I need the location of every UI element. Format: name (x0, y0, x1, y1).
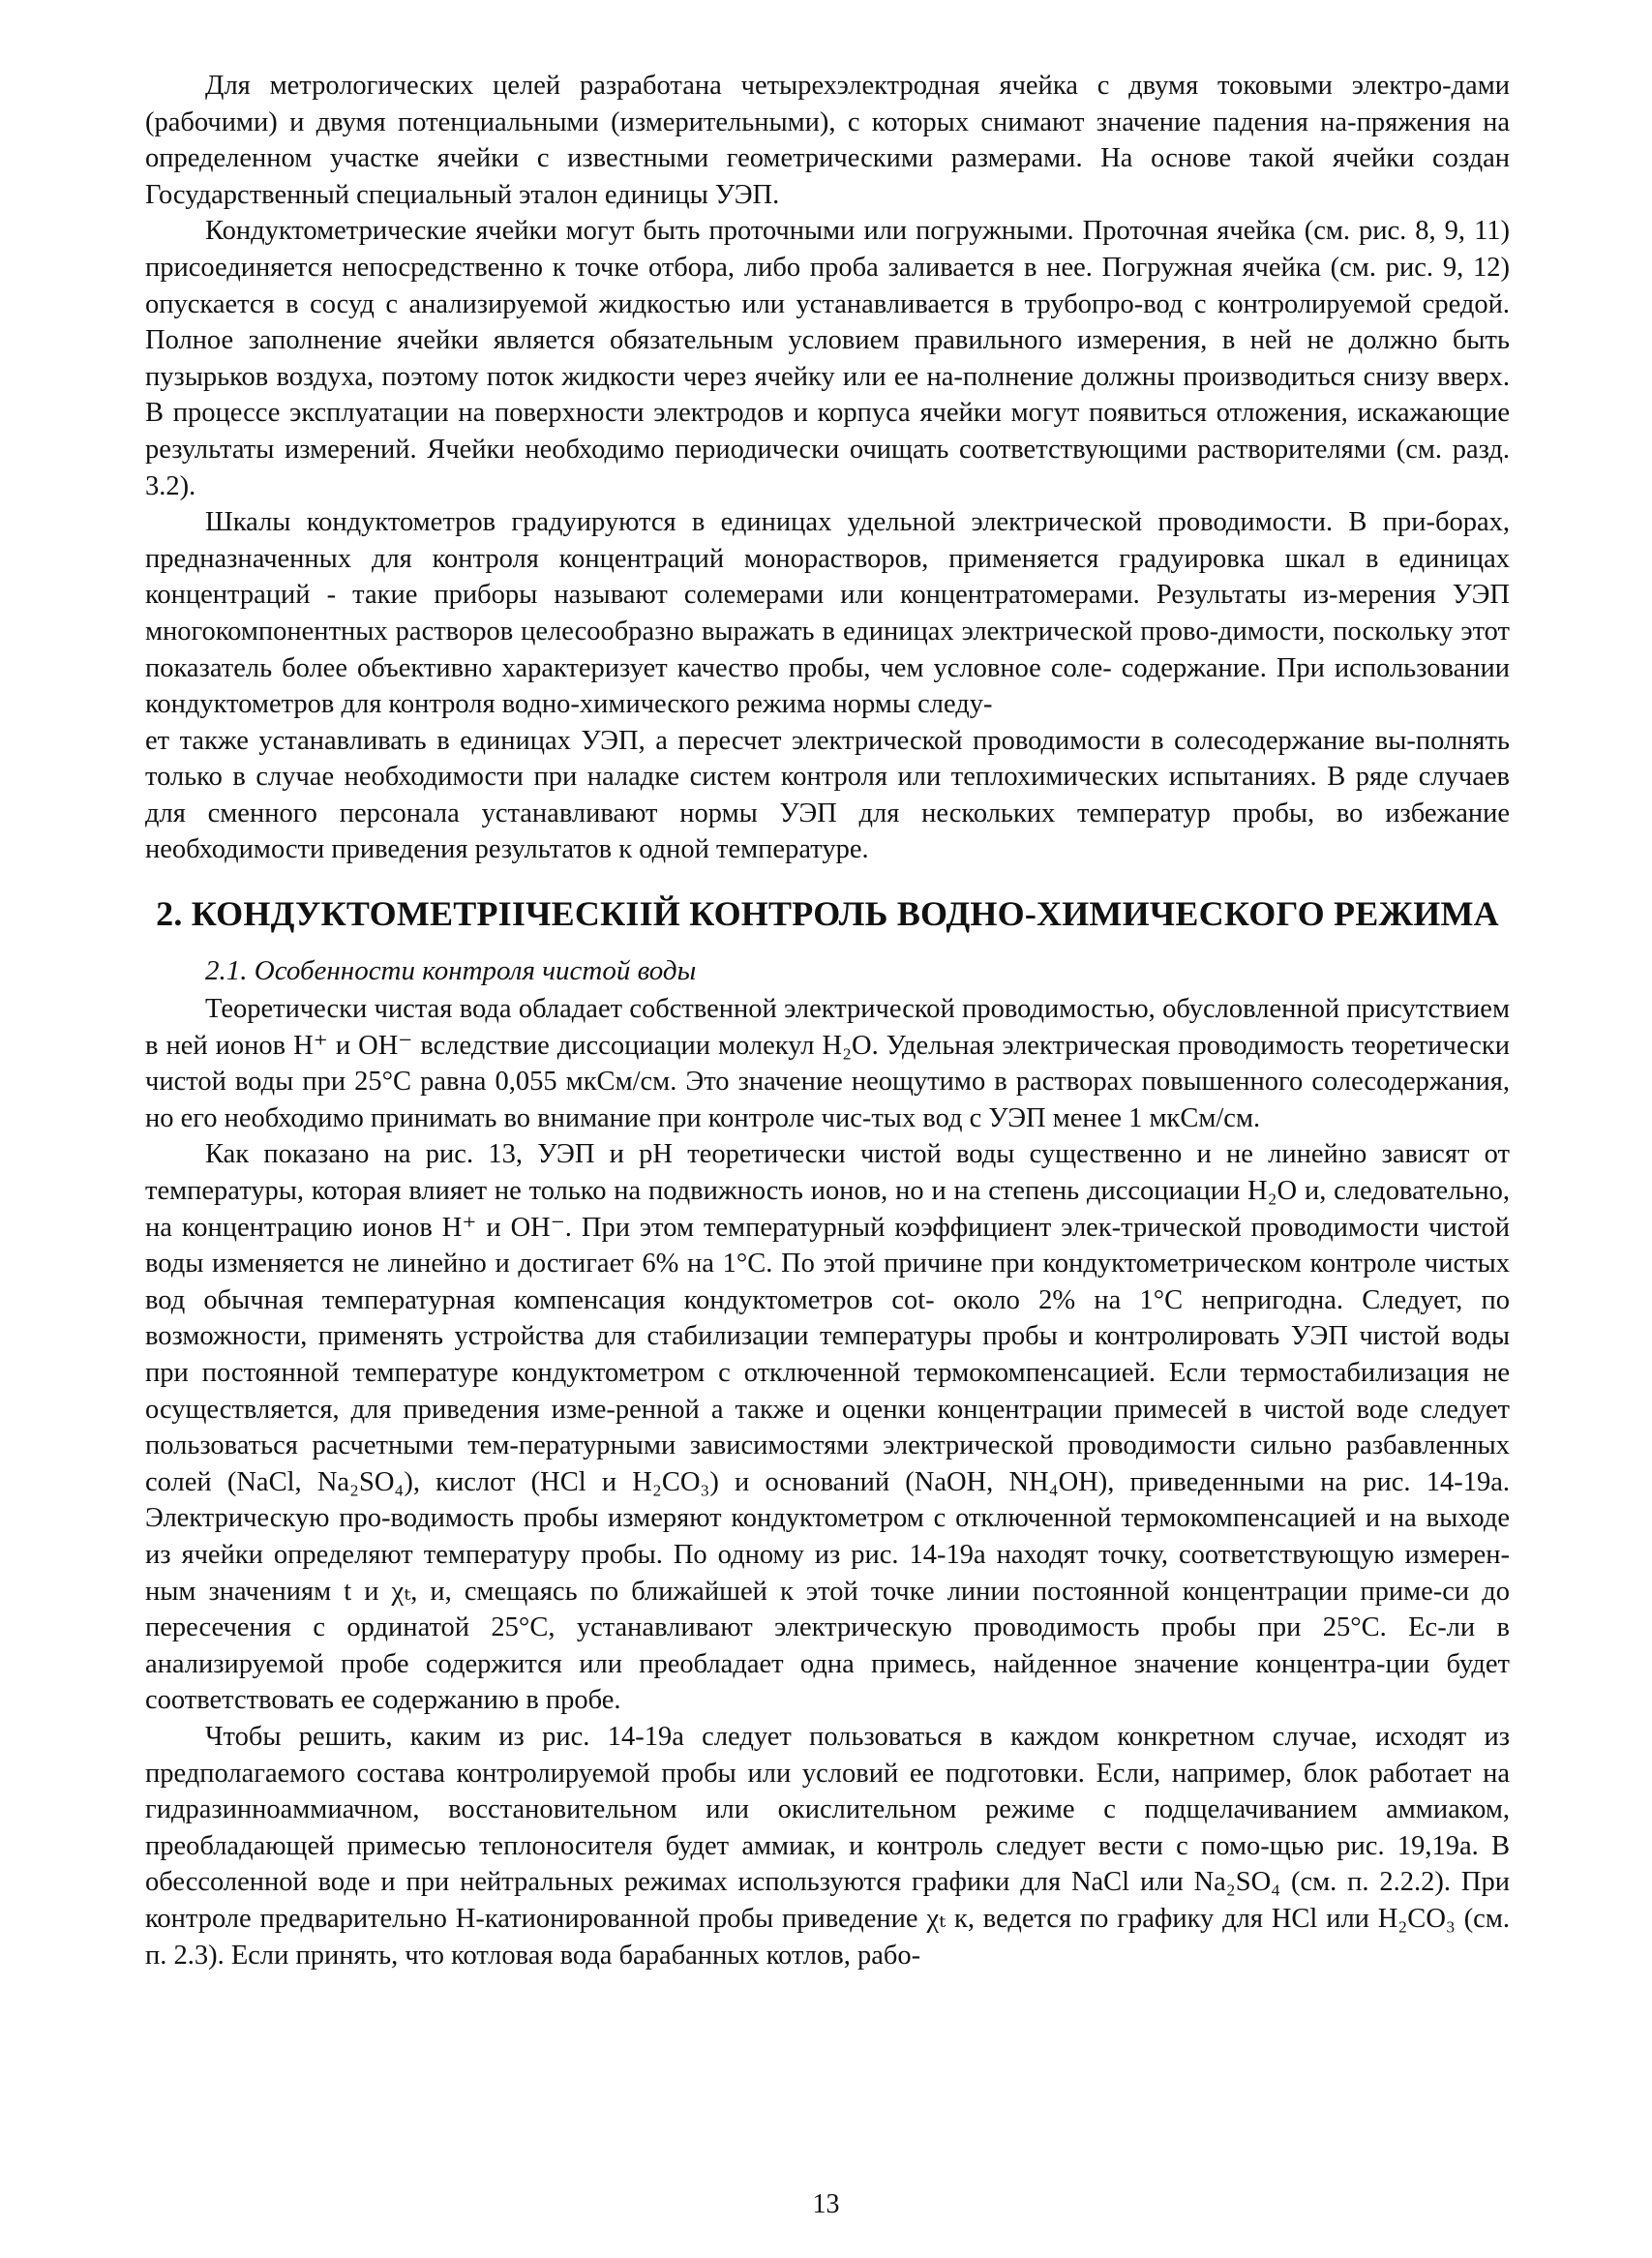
document-page (145, 68, 1510, 1973)
page-number: 13 (812, 2189, 840, 2219)
paragraph-intro-3: Шкалы кондуктометров градуируются в единицах удельной электрической проводимости. В при-борах, предназначенных для контроля концентраций монорастворов, применяется градуировка шкал в единицах концентраций - такие приборы называют солемерами или концентратомерами. Результаты из-мерения УЭП многокомпонентных растворов целесообразно выражать в единицах электрической прово-димости, поскольку этот показатель более объективно характеризует качество пробы, чем условное соле- содержание. При использовании кондуктометров для контроля водно-химического режима нормы следу- (145, 507, 1510, 720)
subsection-title: 2.1. Особенности контроля чистой воды (205, 955, 697, 987)
paragraph-section-3: Чтобы решить, каким из рис. 14-19а следует пользоваться в каждом конкретном случае, исходят из предполагаемого состава контролируемой пробы или условий ее подготовки. Если, например, блок работает на гидразинноаммиачном, восстановительном или окислительном режиме с подщелачиванием аммиаком, преобладающей примесью теплоносителя будет аммиак, и контроль следует вести с помо-щью рис. 19,19а. В обессоленной воде и при нейтральных режимах используются графики для NaCl или Na₂SO₄ (см. п. 2.2.2). При контроле предварительно Н-катионированной пробы приведение χₜ к, ведется по графику для HCl или H₂CO₃ (см. п. 2.3). Если принять, что котловая вода барабанных котлов, рабо- (145, 1721, 1510, 1971)
paragraph-section-2: Как показано на рис. 13, УЭП и pH теоретически чистой воды существенно и не линейно зависят от температуры, которая влияет не только на подвижность ионов, но и на степень диссоциации H₂O и, следовательно, на концентрацию ионов H⁺ и OH⁻. При этом температурный коэффициент элек-трической проводимости чистой воды изменяется не линейно и достигает 6% на 1°С. По этой причине при кондуктометрическом контроле чистых вод обычная температурная компенсация кондуктометров cot- около 2% на 1°С непригодна. Следует, по возможности, применять устройства для стабилизации температуры пробы и контролировать УЭП чистой воды при постоянной температуре кондуктометром с отключенной термокомпенсацией. Если термостабилизация не осуществляется, для приведения изме-ренной а также и оценки концентрации примесей в чистой воде следует пользоваться расчетными тем-пературными зависимостями электрической проводимости сильно разбавленных солей (NaCl, Na₂SO₄), кислот (HCl и H₂CO₃) и оснований (NaOH, NH₄OH), приведенными на рис. 14-19а. Электрическую про-водимость пробы измеряют кондуктометром с отключенной термокомпенсацией и на выходе из ячейки определяют температуру пробы. По одному из рис. 14-19а находят точку, соответствующую измерен-ным значениям t и χₜ, и, смещаясь по ближайшей к этой точке линии постоянной концентрации приме-си до пересечения с ординатой 25°С, устанавливают электрическую проводимость пробы при 25°С. Ес-ли в анализируемой пробе содержится или преобладает одна примесь, найденное значение концентра-ции будет соответствовать ее содержанию в пробе. (145, 1139, 1510, 1716)
paragraph-intro-1: Для метрологических целей разработана четырехэлектродная ячейка с двумя токовыми электро-дами (рабочими) и двумя потенциальными (измерительными), с которых снимают значение падения на-пряжения на определенном участке ячейки с известными геометрическими размерами. На основе такой ячейки создан Государственный специальный эталон единицы УЭП. (145, 71, 1510, 210)
paragraph-intro-4: ет также устанавливать в единицах УЭП, а пересчет электрической проводимости в солесодержание вы-полнять только в случае необходимости при наладке систем контроля или теплохимических испытаниях. В ряде случаев для сменного персонала устанавливают нормы УЭП для нескольких температур пробы, во избежание необходимости приведения результатов к одной температуре. (145, 725, 1510, 865)
paragraph-intro-2: Кондуктометрические ячейки могут быть проточными или погружными. Проточная ячейка (см. рис. 8, 9, 11) присоединяется непосредственно к точке отбора, либо проба заливается в нее. Погружная ячейка (см. рис. 9, 12) опускается в сосуд с анализируемой жидкостью или устанавливается в трубопро-вод с контролируемой средой. Полное заполнение ячейки является обязательным условием правильного измерения, в ней не должно быть пузырьков воздуха, поэтому поток жидкости через ячейку или ее на-полнение должны производиться снизу вверх. В процессе эксплуатации на поверхности электродов и корпуса ячейки могут появиться отложения, искажающие результаты измерений. Ячейки необходимо периодически очищать соответствующими растворителями (см. разд. 3.2). (145, 216, 1510, 501)
paragraph-section-1: Теоретически чистая вода обладает собственной электрической проводимостью, обусловленной присутствием в ней ионов H⁺ и OH⁻ вследствие диссоциации молекул H₂O. Удельная электрическая проводимость теоретически чистой воды при 25°С равна 0,055 мкСм/см. Это значение неощутимо в растворах повышенного солесодержания, но его необходимо принимать во внимание при контроле чис-тых вод с УЭП менее 1 мкСм/см. (145, 994, 1510, 1133)
section-title: 2. КОНДУКТОМЕТРIIЧЕСКIIЙ КОНТРОЛЬ ВОДНО-ХИМИЧЕСКОГО РЕЖИМА (156, 894, 1499, 934)
